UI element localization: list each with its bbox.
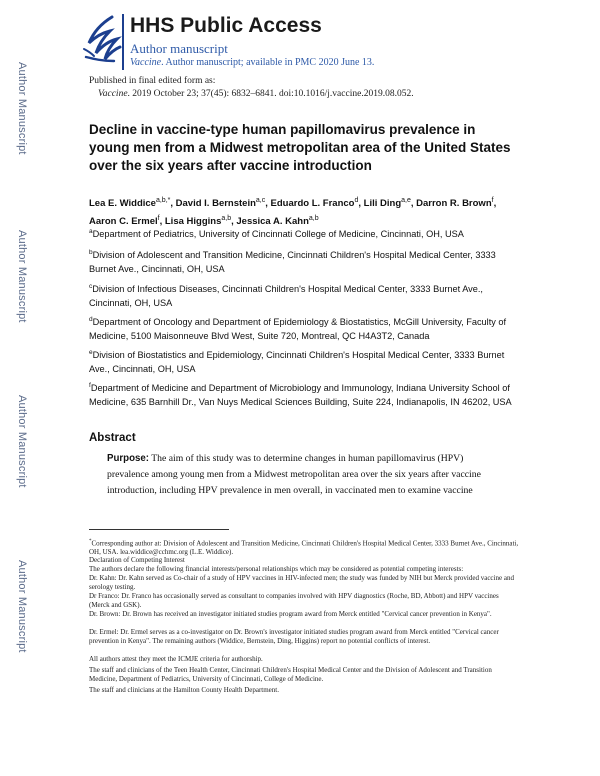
hhs-eagle-logo (80, 13, 124, 65)
footnote-franco: Dr Franco: Dr. Franco has occasionally served as consultant to companies involved with HPV diagnostics (Roche, BD, Abbott) and HPV vaccines (Merck and GSK). (89, 592, 499, 609)
citation-journal: Vaccine (98, 89, 128, 99)
affiliation-b: $^b$Division of Adolescent and Transition Medicine, Cincinnati Children's Hospital Medical Center, 3333 Burnet Ave., Cincinnati, OH, USA (89, 249, 496, 274)
author-list (89, 193, 521, 229)
header-availability (130, 57, 374, 68)
header-title: HHS Public Access (130, 14, 322, 37)
author-3: Eduardo L. Franco$^d$, (270, 197, 364, 210)
purpose-label: Purpose: (107, 453, 149, 464)
footnote-rule (89, 529, 229, 530)
sidebar-label-2: Author Manuscript (16, 230, 28, 323)
affiliation-f: $^f$Department of Medicine and Department of Microbiology and Immunology, Indiana University School of Medicine, 635 Barnhill Dr., Van Nuys Medical Sciences Building, Suite 224, Indianapolis, IN 46202, USA (89, 382, 512, 407)
article-title: Decline in vaccine-type human papillomavirus prevalence in young men from a Midwest metropolitan area of the United States over the six years after vaccine introduction (89, 122, 511, 173)
footnote-kahn: Dr. Kahn: Dr. Kahn served as Co-chair of a study of HPV vaccines in HIV-infected men; the study was funded by NIH but Merck provided vaccine and serology testing. (89, 574, 514, 591)
footnote-ermel: Dr. Ermel: Dr. Ermel serves as a co-investigator on Dr. Brown's investigator initiated studies program award from Merck entitled "Cervical cancer prevention in Kenya". The remaining authors (Widdice, Bernstein, Ding, Higgins) report no potential conflicts of interest. (89, 628, 499, 645)
footnote-declaration-intro: The authors declare the following financial interests/personal relationships which may be considered as potential competing interests: (89, 565, 464, 573)
footnote-staff-county: The staff and clinicians at the Hamilton County Health Department. (89, 686, 279, 694)
abstract-heading: Abstract (89, 432, 136, 444)
author-4: Lili Ding$^{a,e}$, (363, 197, 417, 210)
affiliation-e: $^e$Division of Biostatistics and Epidemiology, Cincinnati Children's Hospital Medical Center, 3333 Burnet Ave., Cincinnati, OH, USA (89, 349, 505, 374)
footnote-icmje: All authors attest they meet the ICMJE criteria for authorship. (89, 655, 263, 663)
footnote-staff-teen: The staff and clinicians of the Teen Health Center, Cincinnati Children's Hospital Medical Center and the Division of Adolescent and Transition Medicine, Department of Pediatrics, University of Cincinnati, College of Medicine. (89, 666, 492, 683)
footnote-brown: Dr. Brown: Dr. Brown has received an investigator initiated studies program award from Merck entitled "Cervical cancer prevention in Kenya". (89, 610, 492, 618)
affiliation-d: $^d$Department of Oncology and Department of Epidemiology & Biostatistics, McGill University, Faculty of Medicine, 5100 Maisonneuve Blvd West, Suite 720, Montreal, QC H4A3T2, Canada (89, 316, 507, 341)
header-journal-rest: . Author manuscript; available in PMC 2020 June 13. (161, 57, 375, 68)
author-1: Lea E. Widdice$^{a,b,*}$, (89, 197, 176, 210)
published-label: Published in final edited form as: (89, 76, 216, 86)
header-journal-name: Vaccine (130, 57, 162, 68)
author-5: Darron R. Brown$^f$, (416, 197, 497, 210)
sidebar-label-4: Author Manuscript (16, 560, 28, 653)
footnote-corresponding: *Corresponding author at: Division of Adolescent and Transition Medicine, Cincinnati Children's Hospital Medical Center, 3333 Burnet Ave., Cincinnati, OH, USA. lea.widdice@cchmc.org (L.E. Widdice). (89, 539, 519, 556)
header-subtitle: Author manuscript (130, 41, 228, 56)
abstract-purpose (107, 451, 507, 499)
sidebar-label-3: Author Manuscript (16, 395, 28, 488)
purpose-text: The aim of this study was to determine changes in human papillomavirus (HPV) prevalence among young men from a Midwest metropolitan area over the six years after vaccine introduction, including HPV prevalence in men overall, in vaccinated men to examine vaccine (107, 453, 481, 496)
citation-details: . 2019 October 23; 37(45): 6832–6841. doi:10.1016/j.vaccine.2019.08.052. (127, 89, 414, 99)
citation (98, 89, 414, 99)
affiliation-c: $^c$Division of Infectious Diseases, Cincinnati Children's Hospital Medical Center, 3333 Burnet Ave., Cincinnati, OH, USA (89, 283, 483, 308)
author-2: David I. Bernstein$^{a,c}$, (175, 197, 271, 210)
footnote-declaration: Declaration of Competing Interest (89, 556, 185, 564)
author-8: Jessica A. Kahn$^{a,b}$ (236, 215, 319, 228)
affiliation-a: $^a$Department of Pediatrics, University of Cincinnati College of Medicine, Cincinnati, OH, USA (89, 228, 464, 240)
header-divider (122, 14, 124, 70)
author-7: Lisa Higgins$^{a,b}$, (164, 215, 237, 228)
sidebar-label-1: Author Manuscript (16, 62, 28, 155)
author-6: Aaron C. Ermel$^f$, (89, 215, 165, 228)
